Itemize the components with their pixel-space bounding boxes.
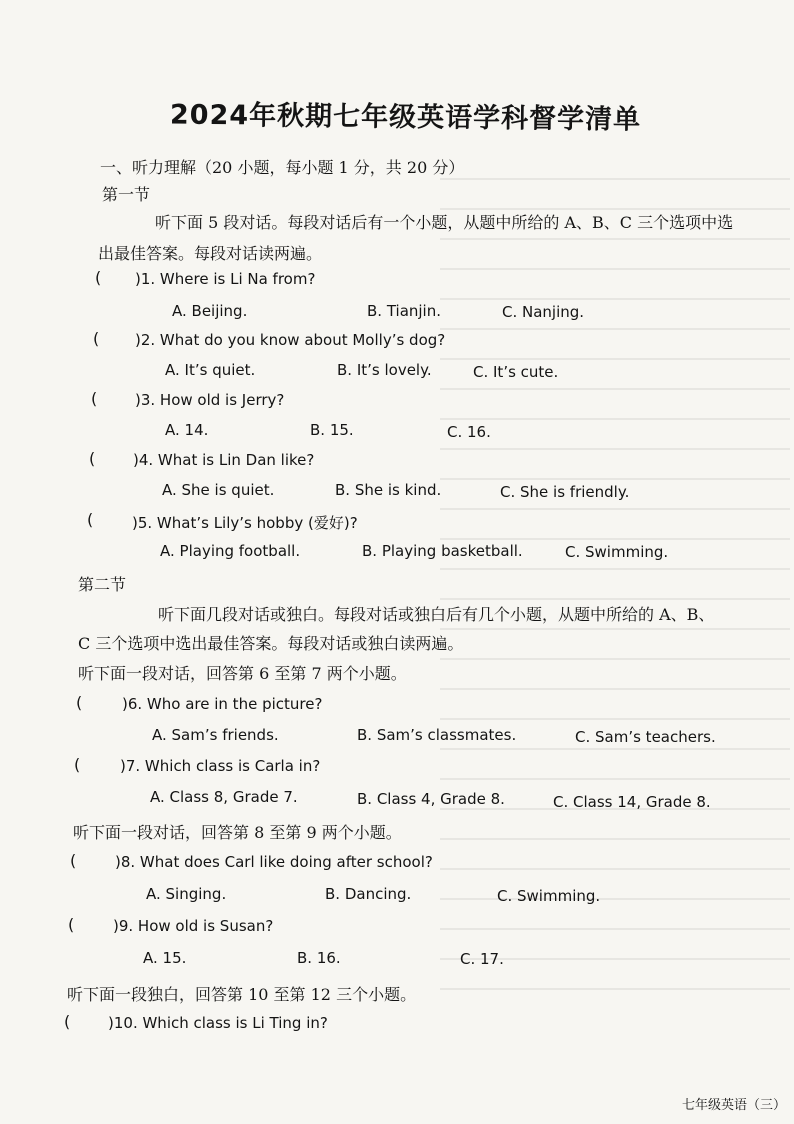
question-10: )10. Which class is Li Ting in?	[108, 1014, 328, 1032]
q4-option-c: C. She is friendly.	[500, 483, 630, 501]
answer-paren: (	[68, 915, 75, 934]
q6-option-b: B. Sam’s classmates.	[357, 726, 517, 744]
answer-paren: (	[76, 693, 83, 712]
instruction-q10-12: 听下面一段独白，回答第 10 至第 12 三个小题。	[67, 985, 417, 1004]
question-6: )6. Who are in the picture?	[122, 695, 323, 713]
question-8: )8. What does Carl like doing after school?	[115, 853, 433, 871]
q9-option-a: A. 15.	[143, 949, 187, 967]
q8-option-c: C. Swimming.	[497, 887, 601, 905]
question-2: )2. What do you know about Molly’s dog?	[135, 331, 446, 349]
answer-paren: (	[74, 755, 81, 774]
q6-option-a: A. Sam’s friends.	[152, 726, 279, 744]
q2-option-b: B. It’s lovely.	[337, 361, 432, 379]
q5-option-c: C. Swimming.	[565, 543, 669, 561]
answer-paren: (	[95, 268, 102, 287]
q3-option-b: B. 15.	[310, 421, 354, 439]
q3-option-c: C. 16.	[447, 423, 491, 441]
q2-option-a: A. It’s quiet.	[165, 361, 256, 379]
answer-paren: (	[89, 449, 96, 468]
part1-instruction-line1: 听下面 5 段对话。每段对话后有一个小题，从题中所给的 A、B、C 三个选项中选	[155, 213, 734, 232]
q5-option-b: B. Playing basketball.	[362, 542, 523, 560]
question-9: )9. How old is Susan?	[113, 917, 274, 935]
q7-option-c: C. Class 14, Grade 8.	[553, 793, 711, 811]
q8-option-b: B. Dancing.	[325, 885, 412, 903]
bleed-through-shadow	[440, 150, 790, 1000]
question-4: )4. What is Lin Dan like?	[133, 451, 315, 469]
page-footer: 七年级英语（三）	[681, 1098, 786, 1113]
question-3: )3. How old is Jerry?	[135, 391, 285, 409]
section-heading: 一、听力理解（20 小题，每小题 1 分，共 20 分）	[100, 158, 465, 177]
q1-option-b: B. Tianjin.	[367, 302, 442, 320]
question-1: )1. Where is Li Na from?	[135, 270, 316, 288]
part1-label: 第一节	[102, 185, 151, 204]
part2-instruction-line1: 听下面几段对话或独白。每段对话或独白后有几个小题，从题中所给的 A、B、	[158, 605, 715, 624]
answer-paren: (	[64, 1012, 71, 1031]
part1-instruction-line2: 出最佳答案。每段对话读两遍。	[98, 244, 323, 263]
q9-option-c: C. 17.	[460, 950, 504, 968]
question-7: )7. Which class is Carla in?	[120, 757, 321, 775]
q3-option-a: A. 14.	[165, 421, 209, 439]
q1-option-c: C. Nanjing.	[502, 303, 585, 321]
instruction-q8-9: 听下面一段对话，回答第 8 至第 9 两个小题。	[73, 823, 402, 842]
q4-option-b: B. She is kind.	[335, 481, 442, 499]
q7-option-b: B. Class 4, Grade 8.	[357, 790, 505, 808]
q5-option-a: A. Playing football.	[160, 542, 301, 560]
q1-option-a: A. Beijing.	[172, 302, 248, 320]
answer-paren: (	[87, 510, 94, 529]
q4-option-a: A. She is quiet.	[162, 481, 275, 499]
page-title: 2024年秋期七年级英语学科督学清单	[169, 99, 642, 136]
part2-instruction-line2: C 三个选项中选出最佳答案。每段对话或独白读两遍。	[78, 634, 464, 653]
q7-option-a: A. Class 8, Grade 7.	[150, 788, 298, 806]
instruction-q6-7: 听下面一段对话，回答第 6 至第 7 两个小题。	[78, 664, 407, 683]
q6-option-c: C. Sam’s teachers.	[575, 728, 716, 746]
q2-option-c: C. It’s cute.	[473, 363, 559, 381]
answer-paren: (	[93, 329, 100, 348]
q8-option-a: A. Singing.	[146, 885, 227, 903]
part2-label: 第二节	[78, 575, 127, 594]
question-5: )5. What’s Lily’s hobby (爱好)?	[132, 514, 358, 532]
answer-paren: (	[70, 851, 77, 870]
q9-option-b: B. 16.	[297, 949, 341, 967]
answer-paren: (	[91, 389, 98, 408]
